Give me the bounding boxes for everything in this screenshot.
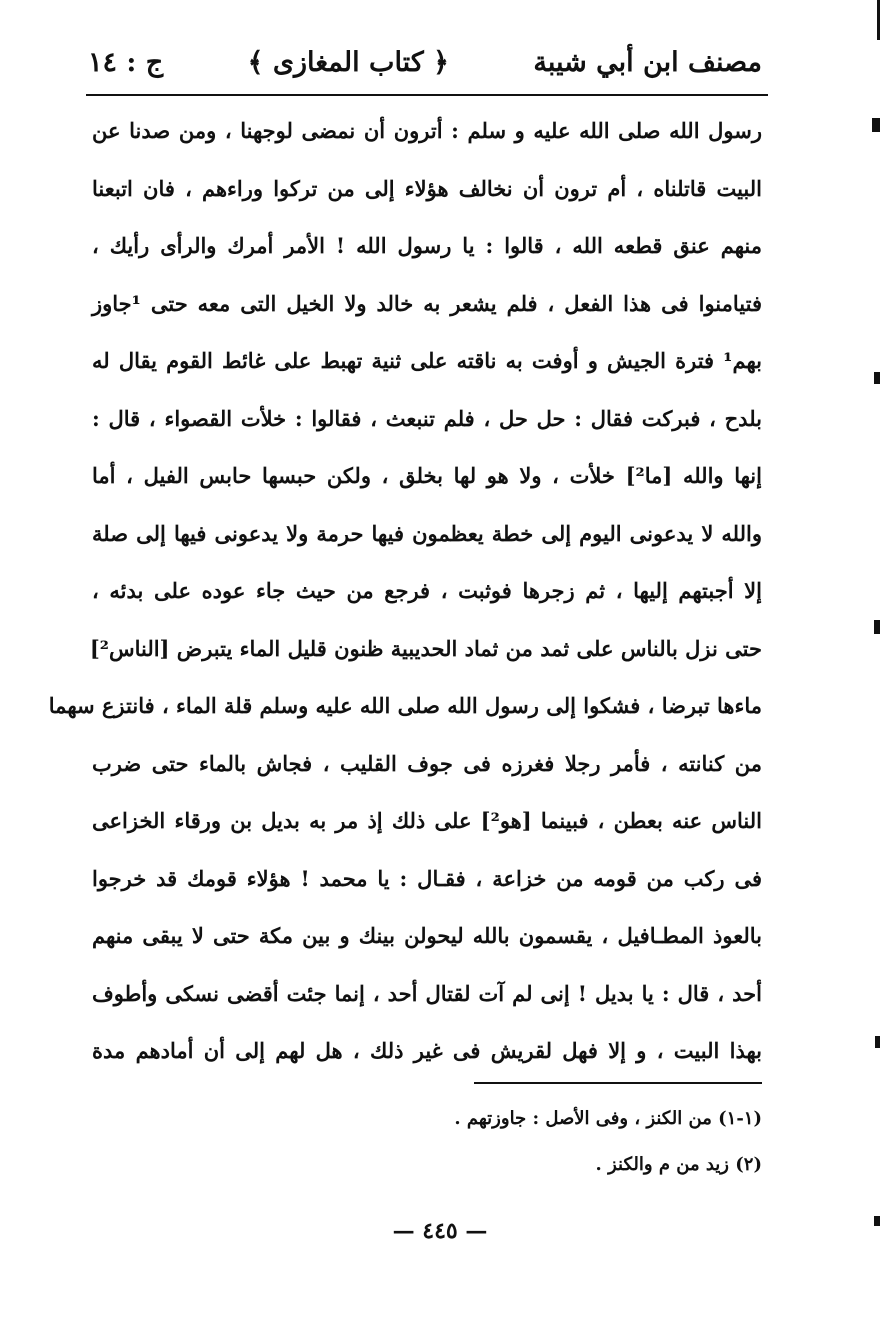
text-line: والله لا يدعونى اليوم إلى خطة يعظمون فيها حرمة ولا يدعونى فيها إلى صلة	[92, 520, 762, 546]
text-line: بالعوذ المطـافيل ، يقسمون بالله ليحولن بينك و بين مكة حتى لا يبقى منهم	[92, 923, 762, 948]
header-rule	[86, 94, 768, 96]
scan-mark	[875, 1036, 880, 1048]
footnote: (١-١) من الكنز ، وفى الأصل : جاوزتهم .	[454, 1108, 762, 1129]
scan-mark	[874, 620, 880, 634]
text-line: أحد ، قال : يا بديل ! إنى لم آت لقتال أحد ، إنما جئت أقضى نسكى وأطوف	[92, 980, 762, 1006]
text-line: الناس عنه بعطن ، فبينما [هو²] على ذلك إذ مر به بديل بن ورقاء الخزاعى	[92, 808, 762, 833]
chapter-title: ﴿ كتاب المغازى ﴾	[247, 46, 449, 78]
volume-number: ج : ١٤	[88, 46, 164, 78]
text-line: فى ركب من قومه من خزاعة ، فقـال : يا محمد ! هؤلاء قومك قد خرجوا	[92, 865, 762, 891]
text-line: إلا أجبتهم إليها ، ثم زجرها فوثبت ، فرجع من حيث جاء عوده على بدئه ،	[92, 578, 762, 603]
scan-mark	[874, 1216, 880, 1226]
text-line: من كنانته ، فأمر رجلا فغرزه فى جوف القليب ، فجاش بالماء حتى ضرب	[92, 750, 762, 776]
footnote: (٢) زيد من م والكنز .	[595, 1154, 762, 1175]
text-line: ماءها تبرضا ، فشكوا إلى رسول الله صلى الله عليه وسلم قلة الماء ، فانتزع سهما	[48, 693, 762, 718]
text-line: إنها والله [ما²] خلأت ، ولا هو لها بخلق ، ولكن حبسها حابس الفيل ، أما	[92, 463, 762, 488]
scan-mark	[874, 372, 880, 384]
scan-mark	[872, 118, 880, 132]
text-line: منهم عنق قطعه الله ، قالوا : يا رسول الله ! الأمر أمرك والرأى رأيك ،	[92, 233, 762, 258]
book-title: مصنف ابن أبي شيبة	[533, 46, 762, 78]
text-line: فتيامنوا فى هذا الفعل ، فلم يشعر به خالد ولا الخيل التى معه حتى ¹جاوز	[92, 290, 762, 316]
text-line: حتى نزل بالناس على ثمد من ثماد الحديبية ظنون قليل الماء يتبرض [الناس²]	[89, 635, 762, 661]
text-line: بهم¹ فترة الجيش و أوفت به ناقته على ثنية تهبط على غائط القوم يقال له	[92, 348, 762, 373]
page-number: — ٤٤٥ —	[392, 1218, 488, 1244]
text-line: رسول الله صلى الله عليه و سلم : أترون أن نمضى لوجهنا ، ومن صدنا عن	[92, 118, 762, 143]
page-header	[88, 30, 762, 94]
text-line: بلدح ، فبركت فقال : حل حل ، فلم تنبعث ، فقالوا : خلأت القصواء ، قال :	[92, 405, 762, 431]
footnotes	[300, 1096, 762, 1188]
text-line: البيت قاتلناه ، أم ترون أن نخالف هؤلاء إلى من تركوا وراءهم ، فان اتبعنا	[92, 175, 762, 201]
footnote-rule	[474, 1082, 762, 1084]
main-text	[48, 102, 762, 1080]
text-line: بهذا البيت ، و إلا فهل لقريش فى غير ذلك ، هل لهم إلى أن أمادهم مدة	[92, 1038, 762, 1063]
